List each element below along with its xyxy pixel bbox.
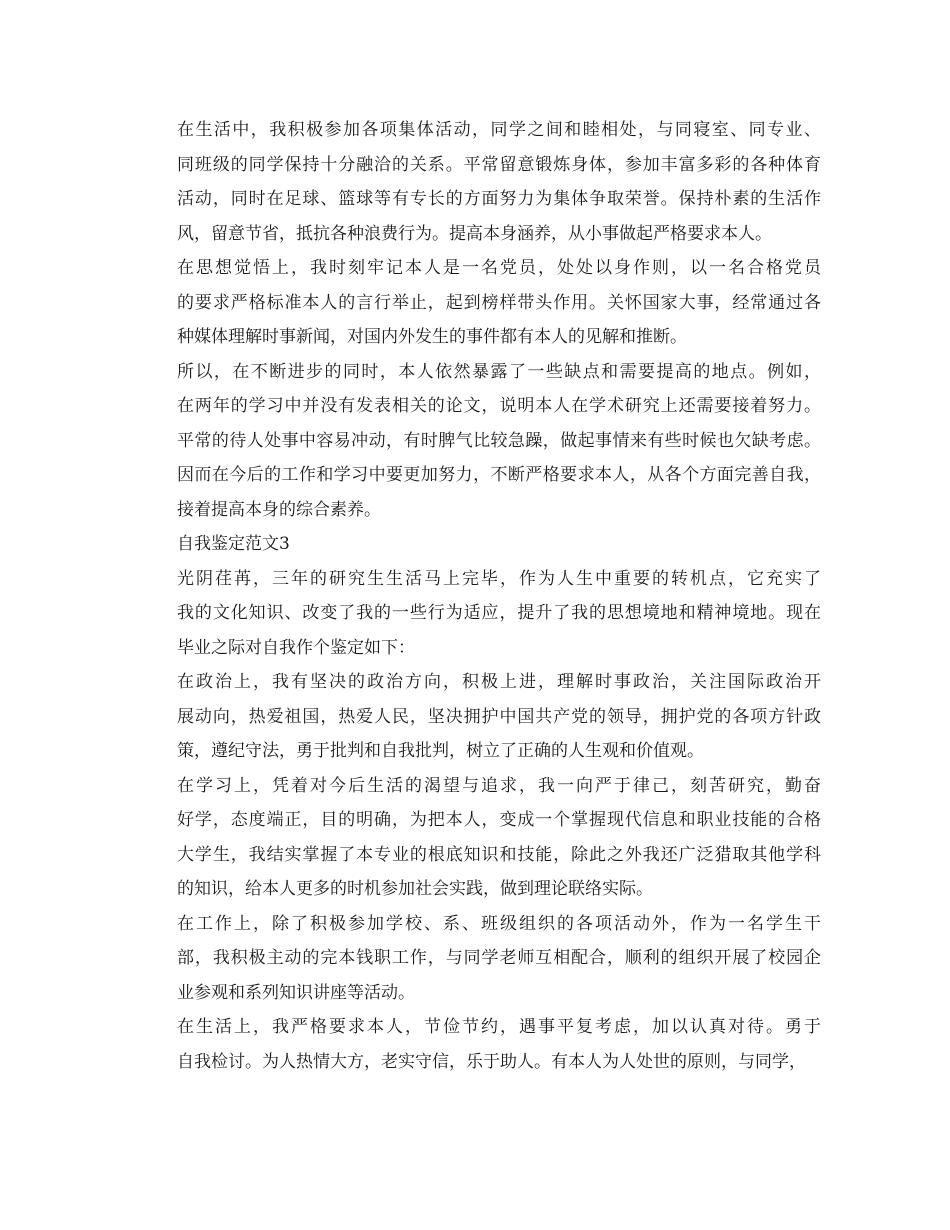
text-line: 业参观和系列知识讲座等活动。 [177,982,415,1003]
text-line: 毕业之际对自我作个鉴定如下： [177,637,415,658]
text-line: 的知识，给本人更多的时机参加社会实践，做到理论联络实际。 [177,879,653,899]
paragraph [141,769,821,907]
text-line: 接着提高本身的综合素养。 [177,499,381,520]
text-line: 因而在今后的工作和学习中要更加努力，不断严格要求本人，从各个方面完善自我， [177,465,821,485]
document-body [141,113,821,1079]
text-line: 光阴荏苒，三年的研究生生活马上完毕，作为人生中重要的转机点，它充实了 [177,568,821,589]
text-line: 部，我积极主动的完本钱职工作，与同学老师互相配合，顺利的组织开展了校园企 [177,948,821,968]
text-line: 自我鉴定范文3 [177,534,290,554]
paragraph [141,562,821,666]
section-heading [141,527,821,562]
paragraph [141,1010,821,1079]
text-line: 风，留意节省，抵抗各种浪费行为。提高本身涵养，从小事做起严格要求本人。 [177,223,772,244]
text-line: 好学，态度端正，目的明确，为把本人，变成一个掌握现代信息和职业技能的合格 [177,810,821,830]
paragraph [141,113,821,251]
text-line: 自我检讨。为人热情大方，老实守信，乐于助人。有本人为人处世的原则，与同学， [177,1051,806,1072]
paragraph [141,907,821,1011]
text-line: 在政治上，我有坚决的政治方向，积极上进，理解时事政治，关注国际政治开 [177,672,821,692]
text-line: 在工作上，除了积极参加学校、系、班级组织的各项活动外，作为一名学生干 [177,913,821,934]
text-line: 的要求严格标准本人的言行举止，起到榜样带头作用。关怀国家大事，经常通过各 [177,292,821,313]
paragraph [141,665,821,769]
text-line: 平常的待人处事中容易冲动，有时脾气比较急躁，做起事情来有些时候也欠缺考虑。 [177,430,821,451]
text-line: 展动向，热爱祖国，热爱人民，坚决拥护中国共产党的领导，拥护党的各项方针政 [177,706,821,727]
text-line: 所以，在不断进步的同时，本人依然暴露了一些缺点和需要提高的地点。例如， [177,361,821,382]
text-line: 在思想觉悟上，我时刻牢记本人是一名党员，处处以身作则，以一名合格党员 [177,258,821,278]
text-line: 在两年的学习中并没有发表相关的论文，说明本人在学术研究上还需要接着努力。 [177,396,821,416]
text-line: 种媒体理解时事新闻，对国内外发生的事件都有本人的见解和推断。 [177,327,687,347]
text-line: 我的文化知识、改变了我的一些行为适应，提升了我的思想境地和精神境地。现在 [177,603,821,623]
paragraph [141,355,821,528]
text-line: 在生活上，我严格要求本人，节俭节约，遇事平复考虑，加以认真对待。勇于 [177,1017,821,1037]
text-line: 在生活中，我积极参加各项集体活动，同学之间和睦相处，与同寝室、同专业、 [177,120,821,140]
text-line: 大学生，我结实掌握了本专业的根底知识和技能，除此之外我还广泛猎取其他学科 [177,844,821,865]
text-line: 在学习上，凭着对今后生活的渴望与追求，我一向严于律己，刻苦研究，勤奋 [177,775,821,796]
text-line: 策，遵纪守法，勇于批判和自我批判，树立了正确的人生观和价值观。 [177,741,704,761]
text-line: 同班级的同学保持十分融洽的关系。平常留意锻炼身体，参加丰富多彩的各种体育 [177,154,821,175]
text-line: 活动，同时在足球、篮球等有专长的方面努力为集体争取荣誉。保持朴素的生活作 [177,189,821,209]
paragraph [141,251,821,355]
